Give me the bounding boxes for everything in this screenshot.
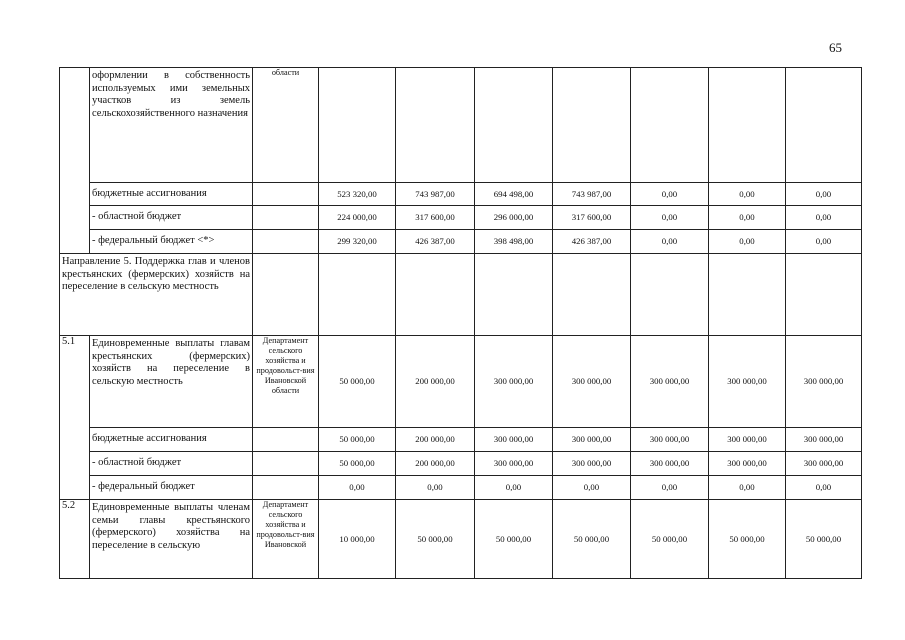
- value-cell: 200 000,00: [396, 336, 475, 428]
- value-cell: 300 000,00: [475, 428, 553, 452]
- value-cell: 300 000,00: [631, 452, 709, 476]
- direction-heading: Направление 5. Поддержка глав и членов крестьянских (фермерских) хозяйств на переселение в сельскую местность: [60, 254, 253, 336]
- value-cell: 300 000,00: [786, 428, 862, 452]
- value-cell: [553, 68, 631, 183]
- value-cell: 0,00: [786, 183, 862, 206]
- value-cell: 743 987,00: [553, 183, 631, 206]
- value-cell: 0,00: [475, 476, 553, 500]
- value-cell: 299 320,00: [319, 230, 396, 254]
- value-cell: 50 000,00: [319, 428, 396, 452]
- value-cell: 300 000,00: [786, 452, 862, 476]
- value-cell: 0,00: [709, 230, 786, 254]
- value-cell: [709, 68, 786, 183]
- table-row: [60, 500, 862, 579]
- value-cell: 743 987,00: [396, 183, 475, 206]
- value-cell: 0,00: [631, 183, 709, 206]
- funding-label: - областной бюджет: [90, 452, 253, 476]
- executor-cell: Департамент сельского хозяйства и продовольст-вия Ивановской: [253, 500, 319, 579]
- value-cell: 0,00: [553, 476, 631, 500]
- value-cell: 296 000,00: [475, 206, 553, 230]
- funding-label: бюджетные ассигнования: [90, 428, 253, 452]
- value-cell: 200 000,00: [396, 428, 475, 452]
- value-cell: 300 000,00: [475, 452, 553, 476]
- funding-label: - федеральный бюджет: [90, 476, 253, 500]
- funding-label: - областной бюджет: [90, 206, 253, 230]
- funding-label: - федеральный бюджет <*>: [90, 230, 253, 254]
- value-cell: 317 600,00: [553, 206, 631, 230]
- budget-table: [59, 67, 862, 579]
- value-cell: 50 000,00: [475, 500, 553, 579]
- table-row: [60, 206, 862, 230]
- table-row: [60, 452, 862, 476]
- value-cell: 0,00: [709, 206, 786, 230]
- value-cell: 50 000,00: [319, 452, 396, 476]
- value-cell: 0,00: [631, 476, 709, 500]
- value-cell: 300 000,00: [709, 452, 786, 476]
- value-cell: 317 600,00: [396, 206, 475, 230]
- table-row: [60, 336, 862, 428]
- table-row: [60, 428, 862, 452]
- value-cell: 300 000,00: [631, 336, 709, 428]
- value-cell: 300 000,00: [709, 336, 786, 428]
- funding-label: бюджетные ассигнования: [90, 183, 253, 206]
- value-cell: [786, 68, 862, 183]
- value-cell: 0,00: [709, 476, 786, 500]
- value-cell: 426 387,00: [553, 230, 631, 254]
- table-row: [60, 68, 862, 183]
- value-cell: 50 000,00: [553, 500, 631, 579]
- value-cell: 50 000,00: [319, 336, 396, 428]
- page-number: 65: [829, 40, 842, 55]
- value-cell: 0,00: [786, 206, 862, 230]
- value-cell: [631, 68, 709, 183]
- value-cell: 426 387,00: [396, 230, 475, 254]
- value-cell: 10 000,00: [319, 500, 396, 579]
- value-cell: 300 000,00: [553, 452, 631, 476]
- value-cell: 0,00: [631, 206, 709, 230]
- value-cell: 300 000,00: [709, 428, 786, 452]
- row-number-cell: 5.2: [60, 500, 90, 579]
- table-row: [60, 476, 862, 500]
- value-cell: [319, 68, 396, 183]
- value-cell: 50 000,00: [631, 500, 709, 579]
- value-cell: 0,00: [396, 476, 475, 500]
- value-cell: 0,00: [319, 476, 396, 500]
- value-cell: [475, 68, 553, 183]
- value-cell: [396, 68, 475, 183]
- value-cell: 300 000,00: [786, 336, 862, 428]
- executor-cell: области: [253, 68, 319, 183]
- table-row: [60, 230, 862, 254]
- value-cell: 200 000,00: [396, 452, 475, 476]
- value-cell: 0,00: [786, 230, 862, 254]
- row-description: оформлении в собственность используемых ими земельных участков из земель сельскохозяйственного назначения: [90, 68, 253, 183]
- table-row: [60, 254, 862, 336]
- value-cell: 50 000,00: [396, 500, 475, 579]
- value-cell: 300 000,00: [475, 336, 553, 428]
- value-cell: 523 320,00: [319, 183, 396, 206]
- row-number-cell: [60, 68, 90, 254]
- value-cell: 0,00: [786, 476, 862, 500]
- value-cell: 300 000,00: [553, 428, 631, 452]
- value-cell: 694 498,00: [475, 183, 553, 206]
- value-cell: 300 000,00: [631, 428, 709, 452]
- value-cell: 50 000,00: [786, 500, 862, 579]
- row-description: Единовременные выплаты членам семьи главы крестьянского (фермерского) хозяйства на переселение в сельскую: [90, 500, 253, 579]
- value-cell: 50 000,00: [709, 500, 786, 579]
- value-cell: 0,00: [631, 230, 709, 254]
- executor-cell: Департамент сельского хозяйства и продовольст-вия Ивановской области: [253, 336, 319, 428]
- row-description: Единовременные выплаты главам крестьянских (фермерских) хозяйств на переселение в сельскую местность: [90, 336, 253, 428]
- row-number-cell: 5.1: [60, 336, 90, 500]
- table-row: [60, 183, 862, 206]
- value-cell: 398 498,00: [475, 230, 553, 254]
- value-cell: 224 000,00: [319, 206, 396, 230]
- value-cell: 0,00: [709, 183, 786, 206]
- value-cell: 300 000,00: [553, 336, 631, 428]
